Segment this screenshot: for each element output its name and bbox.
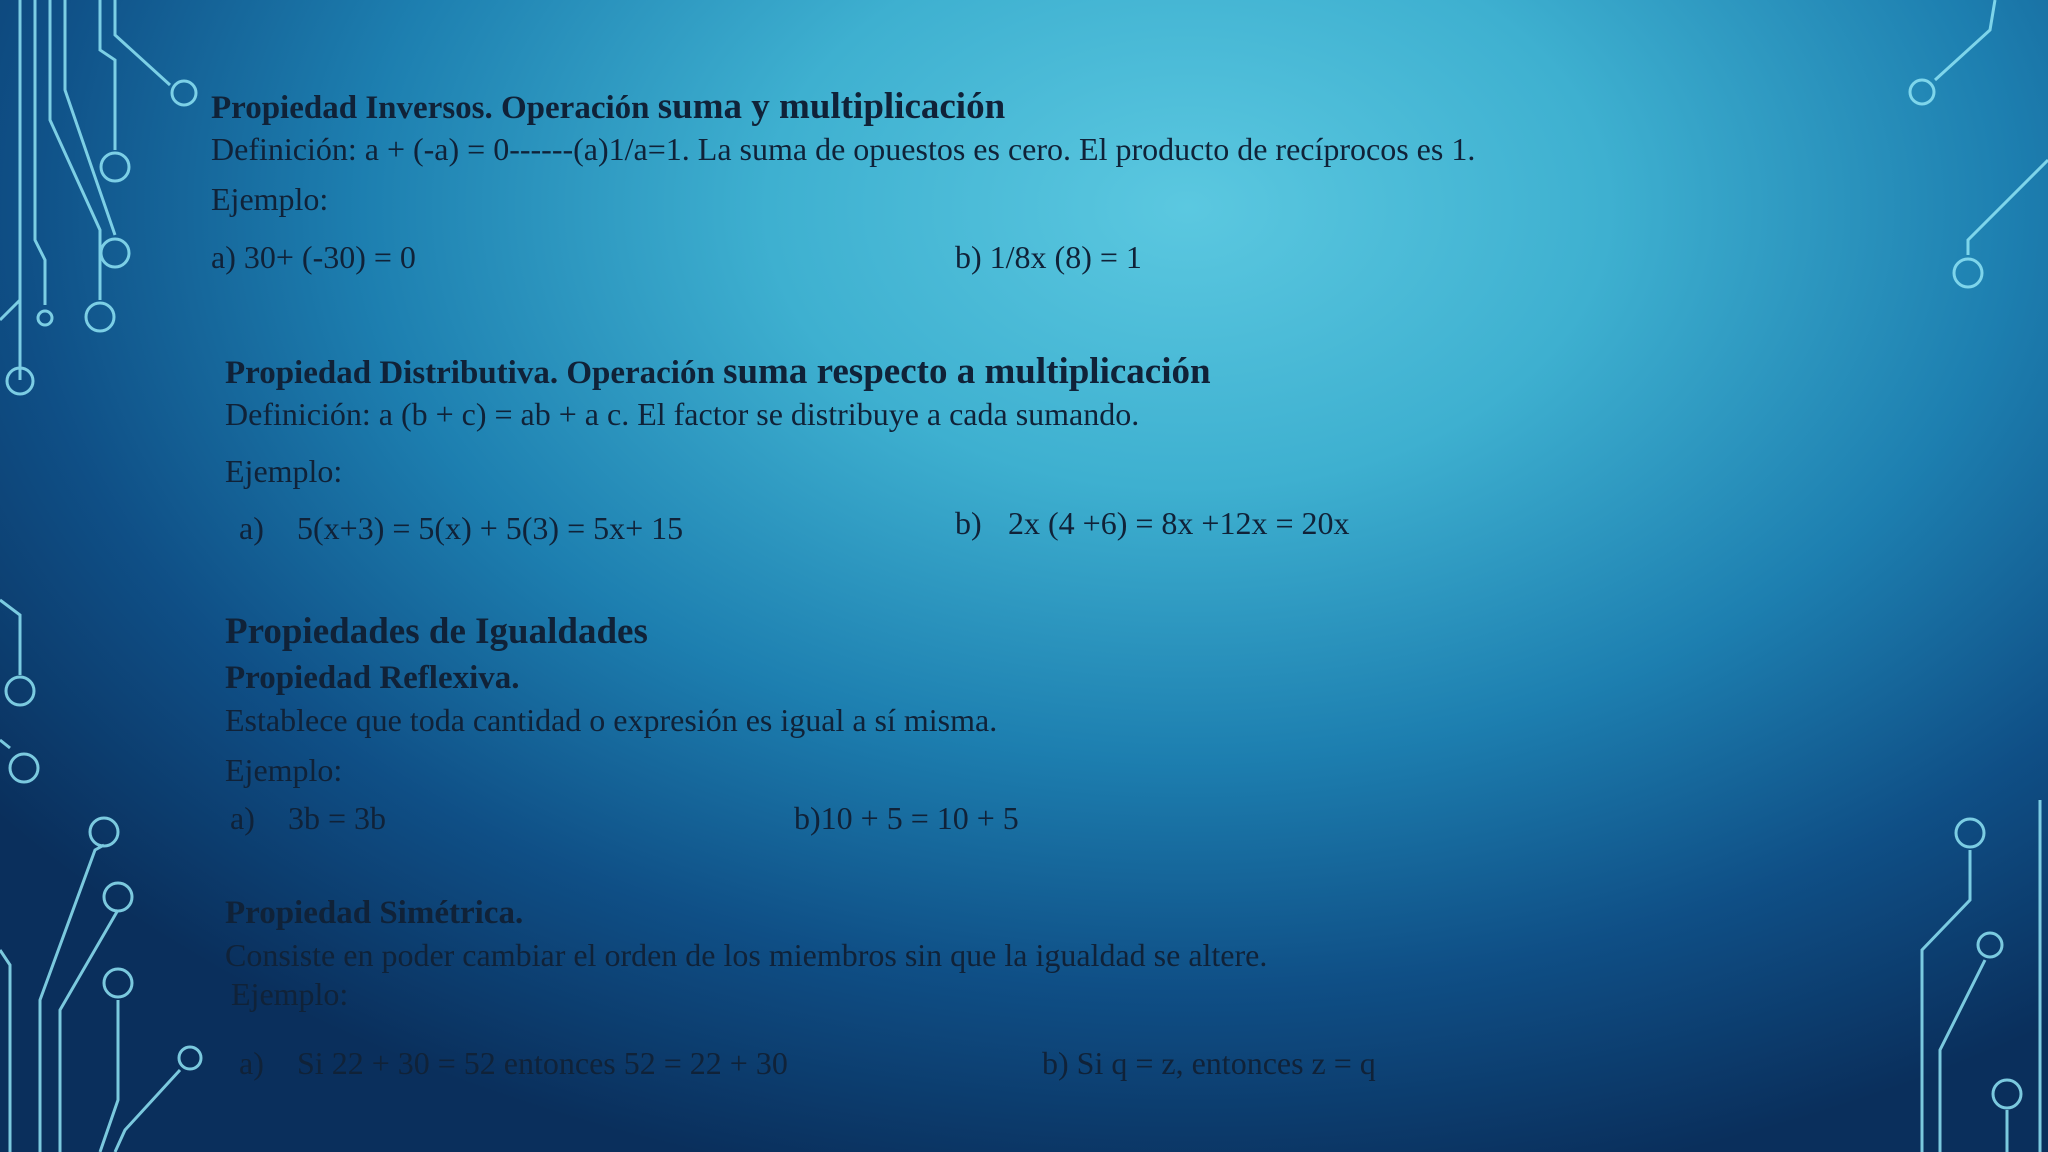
reflexiva-example-label: Ejemplo: [225, 752, 343, 788]
reflexiva-example-a-label: a) [230, 800, 255, 836]
reflexiva-example-b: b)10 + 5 = 10 + 5 [794, 800, 1019, 836]
distributiva-example-b-label: b) [955, 505, 982, 541]
inversos-title-part-a: Propiedad Inversos. Operación [211, 90, 658, 126]
distributiva-example-b [955, 507, 1350, 539]
inversos-example-b: b) 1/8x (8) = 1 [955, 239, 1142, 275]
inversos-title-part-b: suma y multiplicación [657, 86, 1006, 127]
distributiva-example-label: Ejemplo: [225, 453, 343, 489]
distributiva-title [225, 353, 1211, 390]
igualdades-heading: Propiedades de Igualdades [225, 611, 648, 652]
distributiva-title-part-a: Propiedad Distributiva. Operación [225, 355, 724, 391]
inversos-example-a: a) 30+ (-30) = 0 [211, 239, 416, 275]
distributiva-example-b-text: 2x (4 +6) = 8x +12x = 20x [1008, 505, 1350, 541]
simetrica-example-label: Ejemplo: [231, 976, 349, 1012]
distributiva-example-a [239, 512, 683, 544]
reflexiva-title: Propiedad Reflexiva. [225, 660, 520, 696]
distributiva-title-part-b: suma respecto a multiplicación [723, 351, 1211, 392]
inversos-definition: Definición: a + (-a) = 0------(a)1/a=1. La suma de opuestos es cero. El producto de recíprocos es 1. [211, 131, 1476, 167]
simetrica-example-a [239, 1047, 788, 1079]
simetrica-definition: Consiste en poder cambiar el orden de los miembros sin que la igualdad se altere. [225, 937, 1268, 973]
reflexiva-example-a [230, 802, 386, 834]
inversos-title [211, 88, 1005, 125]
simetrica-example-a-label: a) [239, 1045, 264, 1081]
simetrica-title: Propiedad Simétrica. [225, 895, 524, 931]
distributiva-definition: Definición: a (b + c) = ab + a c. El factor se distribuye a cada sumando. [225, 396, 1140, 432]
reflexiva-definition: Establece que toda cantidad o expresión es igual a sí misma. [225, 702, 998, 738]
simetrica-example-a-text: Si 22 + 30 = 52 entonces 52 = 22 + 30 [297, 1045, 788, 1081]
distributiva-example-a-text: 5(x+3) = 5(x) + 5(3) = 5x+ 15 [297, 510, 684, 546]
reflexiva-example-a-text: 3b = 3b [288, 800, 387, 836]
inversos-example-label: Ejemplo: [211, 181, 329, 217]
distributiva-example-a-label: a) [239, 510, 264, 546]
simetrica-example-b: b) Si q = z, entonces z = q [1042, 1045, 1376, 1081]
